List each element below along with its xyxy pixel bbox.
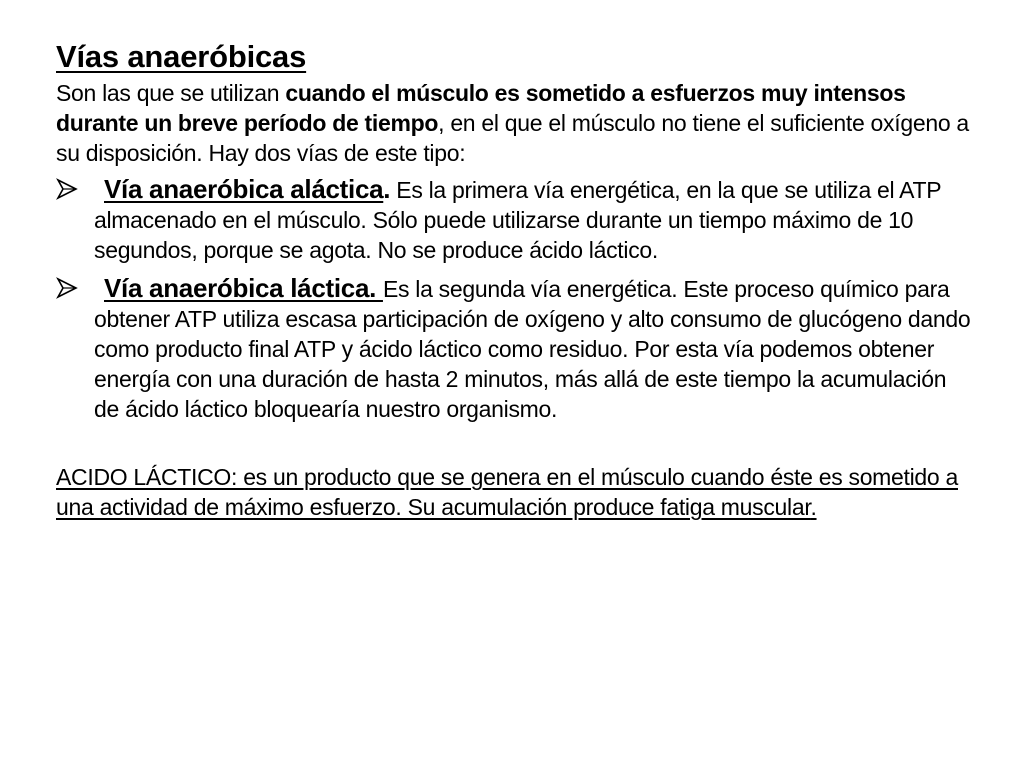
bullet-item-lactica (56, 273, 976, 424)
intro-bold-text: cuando el músculo es sometido a esfuerzos muy intensos durante un breve período de tiempo (56, 80, 906, 136)
bullet-term: Vía anaeróbica aláctica (104, 174, 384, 204)
bullet-term: Vía anaeróbica láctica. (104, 273, 383, 303)
intro-text-end: , en el que el músculo no tiene el suficiente oxígeno a su disposición. Hay dos vías de este tipo: (56, 110, 969, 166)
intro-text-start: Son las que se utilizan (56, 80, 286, 106)
bullet-term-tail: . (383, 174, 391, 204)
bullet-item-alactica (56, 174, 976, 265)
arrowhead-bullet-icon (56, 178, 78, 200)
bullet-description: Es la primera vía energética, en la que se utiliza el ATP almacenado en el músculo. Sólo puede utilizarse durante un tiempo máximo de 10 segundos, porque se agota. No se produce ácido láctico. (94, 177, 941, 263)
slide-title: Vías anaeróbicas (56, 39, 307, 74)
bullet-description: Es la segunda vía energética. Este proceso químico para obtener ATP utiliza escasa participación de oxígeno y alto consumo de glucógeno dando como producto final ATP y ácido láctico como residuo. Por esta vía podemos obtener energía con una duración de hasta 2 minutos, más allá de este tiempo la acumulación de ácido láctico bloquearía nuestro organismo. (94, 276, 971, 422)
arrowhead-bullet-icon (56, 277, 78, 299)
slide-content (56, 38, 976, 522)
intro-paragraph (56, 78, 976, 168)
note-tail: . (810, 494, 817, 520)
acido-lactico-note (56, 462, 976, 522)
bullet-list (56, 174, 976, 424)
note-text: ACIDO LÁCTICO: es un producto que se genera en el músculo cuando éste es sometido a una actividad de máximo esfuerzo. Su acumulación produce fatiga muscular (56, 464, 958, 520)
